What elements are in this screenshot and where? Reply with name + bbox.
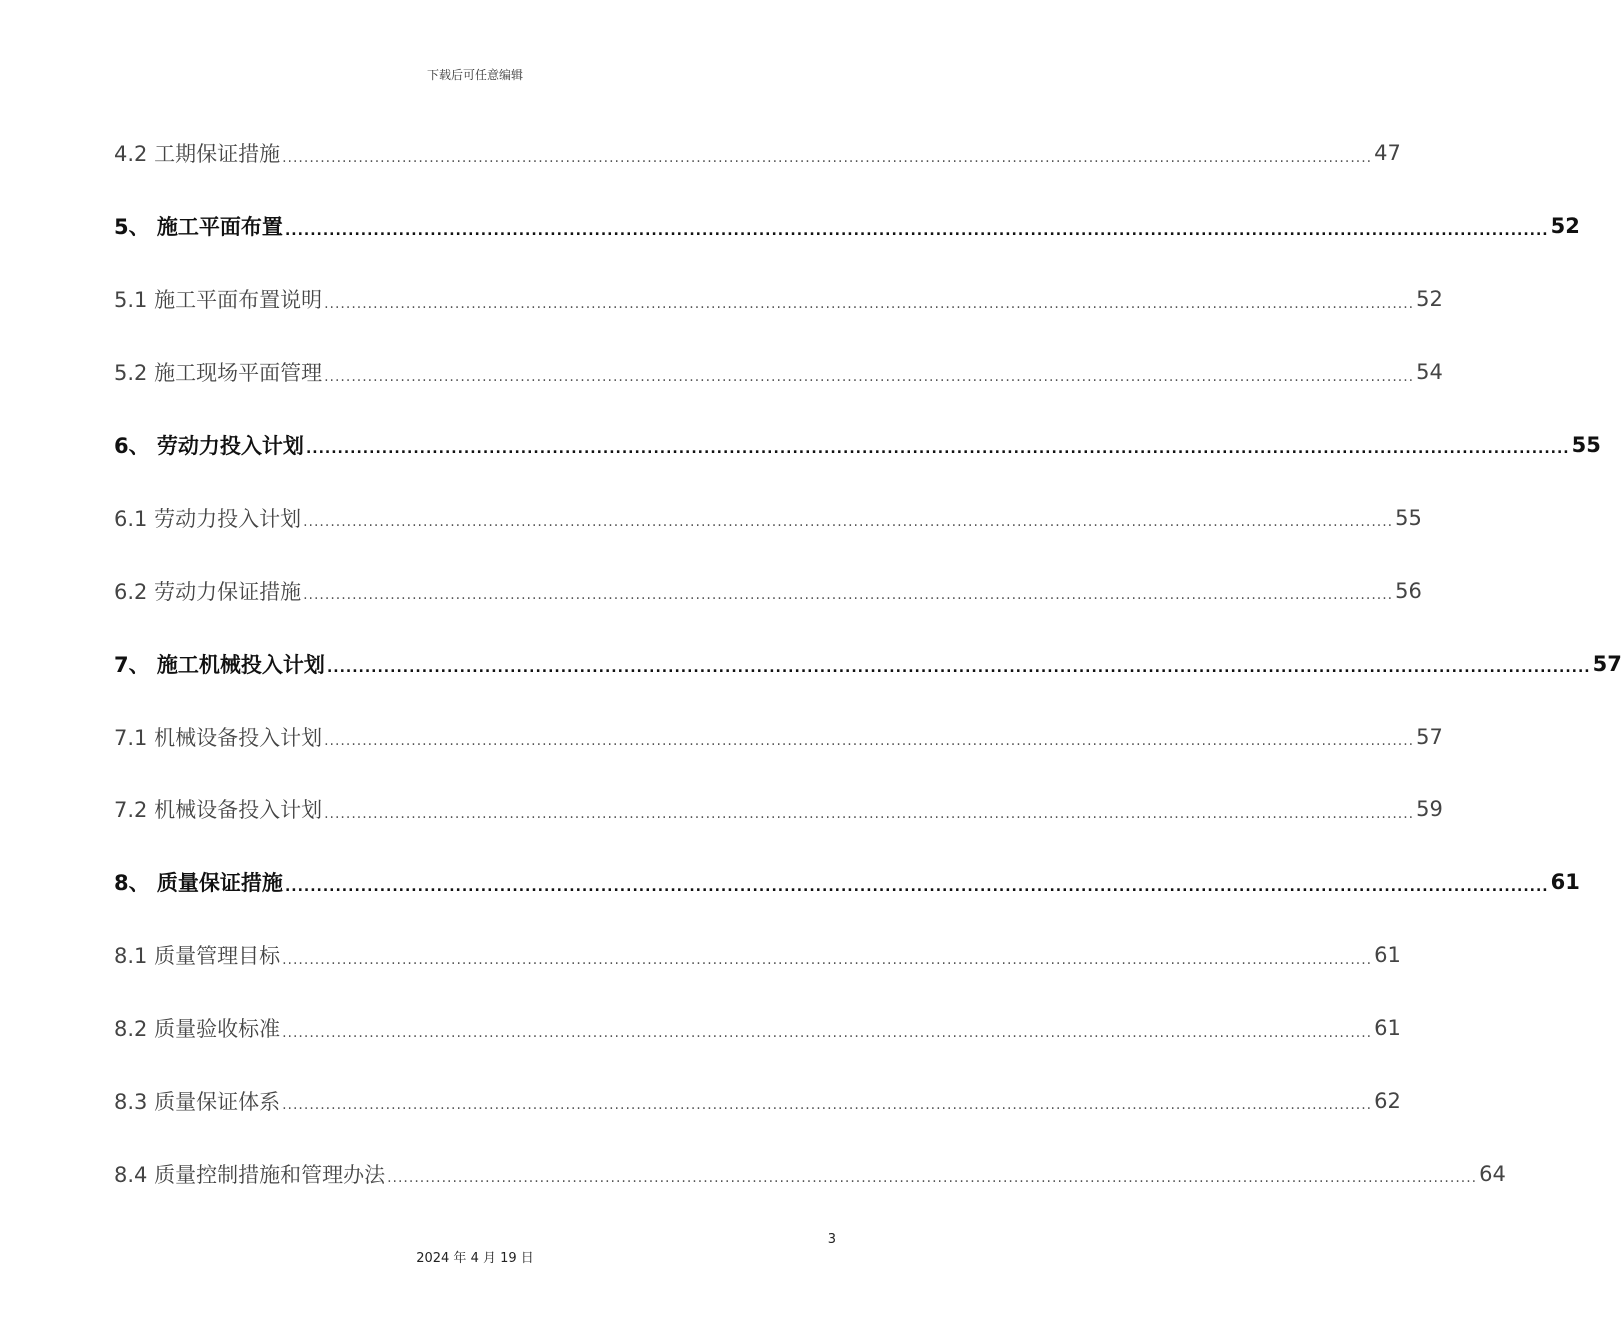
toc-entry-label: 6、 劳动力投入计划 xyxy=(114,434,304,458)
toc-entry-page: 57 xyxy=(1592,651,1622,676)
toc-entry-page: 54 xyxy=(1416,360,1443,385)
toc-entry-page: 52 xyxy=(1550,214,1580,239)
toc-entry[interactable] xyxy=(114,336,1443,409)
toc-entry[interactable] xyxy=(114,1137,1506,1210)
toc-entry[interactable] xyxy=(114,481,1422,554)
toc-entry-label: 6.1 劳动力投入计划 xyxy=(114,506,302,531)
toc-entry-page: 55 xyxy=(1571,433,1601,457)
toc-entry-page: 55 xyxy=(1395,505,1422,530)
toc-entry[interactable] xyxy=(114,554,1422,627)
toc-entry[interactable] xyxy=(114,700,1443,773)
toc-leader-dots: ........................................................................................................................................................................................................ xyxy=(326,660,1591,677)
toc-entry[interactable] xyxy=(114,409,1601,482)
toc-entry[interactable] xyxy=(114,117,1401,190)
toc-entry-label: 8、 质量保证措施 xyxy=(114,871,283,896)
toc-entry-page: 59 xyxy=(1416,797,1443,822)
toc-entry-label: 5.2 施工现场平面管理 xyxy=(114,361,323,386)
toc-entry-label: 5.1 施工平面布置说明 xyxy=(114,288,323,313)
toc-entry[interactable] xyxy=(114,846,1580,919)
toc-entry-label: 8.4 质量控制措施和管理办法 xyxy=(114,1162,386,1187)
footer-date: 2024 年 4 月 19 日 xyxy=(416,1251,534,1266)
toc-entry-page: 61 xyxy=(1374,1016,1401,1041)
toc-leader-dots: ........................................................................................................................................................................................................ xyxy=(303,587,1394,604)
toc-leader-dots: ........................................................................................................................................................................................................ xyxy=(284,222,1549,239)
page-number: 3 xyxy=(827,1232,836,1247)
toc-entry-page: 47 xyxy=(1374,141,1401,166)
toc-entry-label: 7.1 机械设备投入计划 xyxy=(114,725,323,750)
toc-leader-dots: ........................................................................................................................................................................................................ xyxy=(387,1170,1478,1187)
toc-entry-page: 62 xyxy=(1374,1089,1401,1114)
toc-entry-label: 5、 施工平面布置 xyxy=(114,215,283,240)
toc-entry-page: 61 xyxy=(1550,870,1580,895)
header-note: 下载后可任意编辑 xyxy=(426,68,523,82)
toc-entry-label: 6.2 劳动力保证措施 xyxy=(114,579,302,604)
toc-entry[interactable] xyxy=(114,627,1622,700)
toc-entry-label: 8.1 质量管理目标 xyxy=(114,944,281,969)
table-of-contents xyxy=(114,117,1622,1210)
toc-entry[interactable] xyxy=(114,992,1401,1065)
toc-entry-label: 7、 施工机械投入计划 xyxy=(114,652,325,677)
toc-entry[interactable] xyxy=(114,263,1443,336)
toc-entry-page: 64 xyxy=(1479,1161,1506,1186)
toc-entry[interactable] xyxy=(114,919,1401,992)
toc-leader-dots: ........................................................................................................................................................................................................ xyxy=(324,368,1415,385)
toc-leader-dots: ........................................................................................................................................................................................................ xyxy=(303,514,1394,531)
toc-leader-dots: ........................................................................................................................................................................................................ xyxy=(282,1024,1373,1041)
toc-leader-dots: ........................................................................................................................................................................................................ xyxy=(282,1097,1373,1114)
toc-entry-page: 57 xyxy=(1416,724,1443,749)
toc-leader-dots: ........................................................................................................................................................................................................ xyxy=(305,441,1570,458)
toc-leader-dots: ........................................................................................................................................................................................................ xyxy=(282,149,1373,166)
toc-entry[interactable] xyxy=(114,773,1443,846)
toc-leader-dots: ........................................................................................................................................................................................................ xyxy=(324,805,1415,822)
toc-entry-label: 8.3 质量保证体系 xyxy=(114,1090,281,1115)
toc-entry[interactable] xyxy=(114,190,1580,263)
toc-entry-label: 7.2 机械设备投入计划 xyxy=(114,798,323,823)
toc-leader-dots: ........................................................................................................................................................................................................ xyxy=(284,878,1549,895)
toc-entry-page: 61 xyxy=(1374,943,1401,968)
toc-entry-page: 56 xyxy=(1395,578,1422,603)
toc-entry[interactable] xyxy=(114,1065,1401,1138)
toc-leader-dots: ........................................................................................................................................................................................................ xyxy=(324,295,1415,312)
toc-entry-page: 52 xyxy=(1416,287,1443,312)
toc-leader-dots: ........................................................................................................................................................................................................ xyxy=(282,951,1373,968)
toc-entry-label: 8.2 质量验收标准 xyxy=(114,1017,281,1042)
toc-entry-label: 4.2 工期保证措施 xyxy=(114,142,281,167)
toc-leader-dots: ........................................................................................................................................................................................................ xyxy=(324,733,1415,750)
